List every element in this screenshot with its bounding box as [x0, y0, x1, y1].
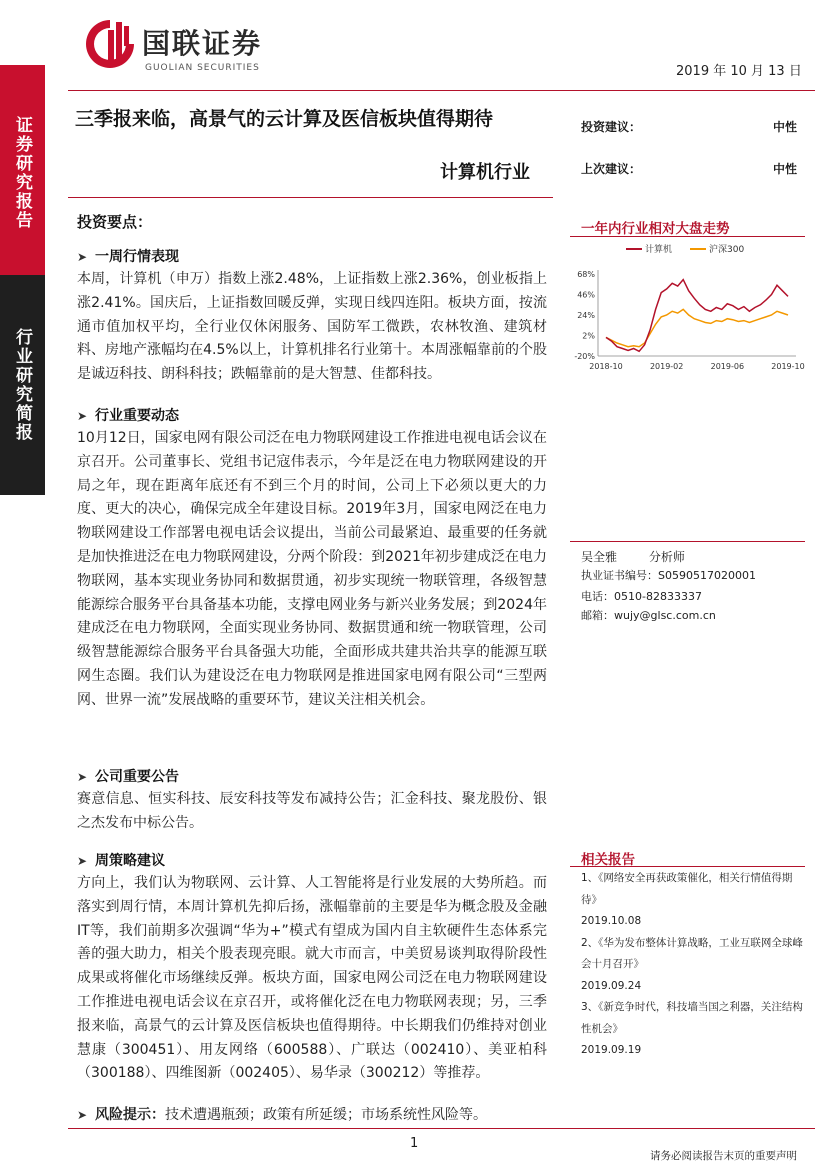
logo — [82, 16, 138, 76]
y-tick-label: -20% — [574, 352, 595, 361]
y-tick-label: 46% — [577, 290, 595, 300]
section-body-strategy: 方向上，我们认为物联网、云计算、人工智能将是行业发展的大势所趋。而落实到周行情，本周计算机先抑后扬，涨幅靠前的主要是华为概念股及金融IT等，我们前期多次强调“华为+”模式有望成为国内自主软硬件生态体系完善的强大助力，相关个股表现亮眼。就大市而言，中美贸易谈判取得阶段性成果或将催化市场继续反弹。板块方面，国家电网公司泛在电力物联网建设工作推进电视电话会议在京召开，或将催化泛在电力物联网表现；另，三季报来临，高景气的云计算及医信板块也值得期待。中长期我们仍维持对创业慧康（300451）、用友网络（600588）、广联达（002410）、美亚柏科（300188）、四维图新（002405）、易华录（300212）等推荐。 — [77, 875, 547, 1082]
arrow-icon: ➤ — [77, 409, 88, 423]
logo-mark-icon — [82, 16, 138, 72]
sidebar-label-type: 行业研究简报 — [12, 328, 32, 442]
x-tick-label: 2019-06 — [710, 362, 745, 371]
arrow-icon: ➤ — [77, 854, 88, 868]
chart-title: 一年内行业相对大盘走势 — [581, 221, 730, 237]
section-heading-industry: ➤ 行业重要动态 — [77, 408, 179, 424]
analyst-name: 吴全雅 — [581, 550, 618, 564]
section-heading-strategy: ➤ 周策略建议 — [77, 853, 165, 869]
series-line-hs300 — [606, 309, 788, 346]
page-number: 1 — [410, 1136, 419, 1151]
arrow-icon: ➤ — [77, 770, 88, 784]
previous-advice-label: 上次建议： — [581, 162, 642, 176]
section-body-weekly: 本周，计算机（申万）指数上涨2.48%，上证指数上涨2.36%，创业板指上涨2.41%。国庆后，上证指数回暖反弹，实现日线四连阳。板块方面，按流通市值加权平均，全行业仅休闲服务、国防军工微跌，农林牧渔、建筑材料、房地产涨幅均在4.5%以上，计算机排名行业第十。本周涨幅靠前的个股是诚迈科技、朗科科技；跌幅靠前的是大智慧、佳都科技。 — [77, 271, 547, 383]
industry-name: 计算机行业 — [440, 162, 530, 183]
investment-advice-label: 投资建议： — [581, 120, 642, 134]
related-reports-rule — [570, 866, 805, 867]
relative-performance-chart — [570, 240, 810, 380]
header-rule — [68, 90, 815, 91]
analyst-rule — [570, 541, 805, 542]
related-report-item[interactable]: 1、《网络安全再获政策催化，相关行情值得期待》 2019.10.08 — [581, 872, 793, 927]
previous-advice-value: 中性 — [773, 162, 798, 176]
analyst-email[interactable]: 邮箱：wujy@glsc.com.cn — [581, 609, 716, 622]
brand-name-en: GUOLIAN SECURITIES — [145, 63, 260, 73]
summary-heading: 投资要点： — [77, 213, 153, 231]
section-heading-announce: ➤ 公司重要公告 — [77, 769, 179, 785]
report-title: 三季报来临，高景气的云计算及医信板块值得期待 — [75, 108, 494, 130]
investment-advice-value: 中性 — [773, 120, 798, 134]
y-tick-label: 24% — [577, 311, 595, 320]
x-tick-label: 2019-10 — [771, 362, 805, 371]
footer-disclaimer: 请务必阅读报告末页的重要声明 — [650, 1150, 797, 1162]
y-tick-label: 68% — [577, 270, 595, 279]
analyst-name-row — [581, 548, 685, 565]
analyst-role: 分析师 — [648, 550, 685, 564]
related-report-item[interactable]: 2、《华为发布整体计算战略，工业互联网全球峰会十月召开》 2019.09.24 — [581, 936, 803, 992]
report-date: 2019 年 10 月 13 日 — [676, 64, 802, 79]
related-reports-heading: 相关报告 — [581, 852, 635, 868]
legend-label: 沪深300 — [709, 245, 745, 255]
title-rule — [68, 197, 553, 198]
legend-label: 计算机 — [645, 245, 673, 255]
related-report-item[interactable]: 3、《新竞争时代，科技墙当国之利器，关注结构性机会》 2019.09.19 — [581, 1001, 803, 1056]
analyst-cert: 执业证书编号：S0590517020001 — [581, 569, 756, 582]
chart-title-rule — [570, 236, 805, 237]
section-body-industry: 10月12日，国家电网有限公司泛在电力物联网建设工作推进电视电话会议在京召开。公司董事长、党组书记寇伟表示，今年是泛在电力物联网建设的开局之年，现在距离年底还有不到三个月的时间，公司上下必须以更大的力度、更大的决心，确保完成全年建设目标。2019年3月，国家电网泛在电力物联网建设工作部署电视电话会议提出，当前公司最紧迫、最重要的任务就是加快推进泛在电力物联网建设，分两个阶段：到2021年初步建成泛在电力物联网，基本实现业务协同和数据贯通，初步实现统一物联管理，各级智慧能源综合服务平台具备基本功能，支撑电网业务与新兴业务发展；到2024年建成泛在电力物联网，全面实现业务协同、数据贯通和统一物联管理，公司级智慧能源综合服务平台具备强大功能，全面形成共建共治共享的能源互联网生态圈。我们认为建设泛在电力物联网是推进国家电网有限公司“三型两网、世界一流”发展战略的重要环节，建议关注相关机会。 — [77, 430, 547, 708]
x-tick-label: 2018-10 — [589, 362, 623, 371]
series-line-computer — [606, 280, 788, 352]
related-reports-list — [581, 868, 806, 1062]
footer-rule — [68, 1128, 815, 1129]
section-heading-weekly: ➤ 一周行情表现 — [77, 249, 179, 265]
sidebar-label-report: 证券研究报告 — [12, 116, 32, 230]
arrow-icon: ➤ — [77, 1108, 88, 1122]
analyst-phone: 电话：0510-82833337 — [581, 590, 702, 603]
y-tick-label: 2% — [582, 331, 595, 341]
brand-name-cn: 国联证券 — [142, 27, 263, 60]
section-body-announce: 赛意信息、恒实科技、辰安科技等发布减持公告；汇金科技、聚龙股份、银之杰发布中标公告。 — [77, 791, 547, 831]
x-tick-label: 2019-02 — [649, 362, 684, 371]
risk-warning: ➤ 风险提示：技术遭遇瓶颈；政策有所延缓；市场系统性风险等。 — [77, 1104, 547, 1128]
arrow-icon: ➤ — [77, 250, 88, 264]
